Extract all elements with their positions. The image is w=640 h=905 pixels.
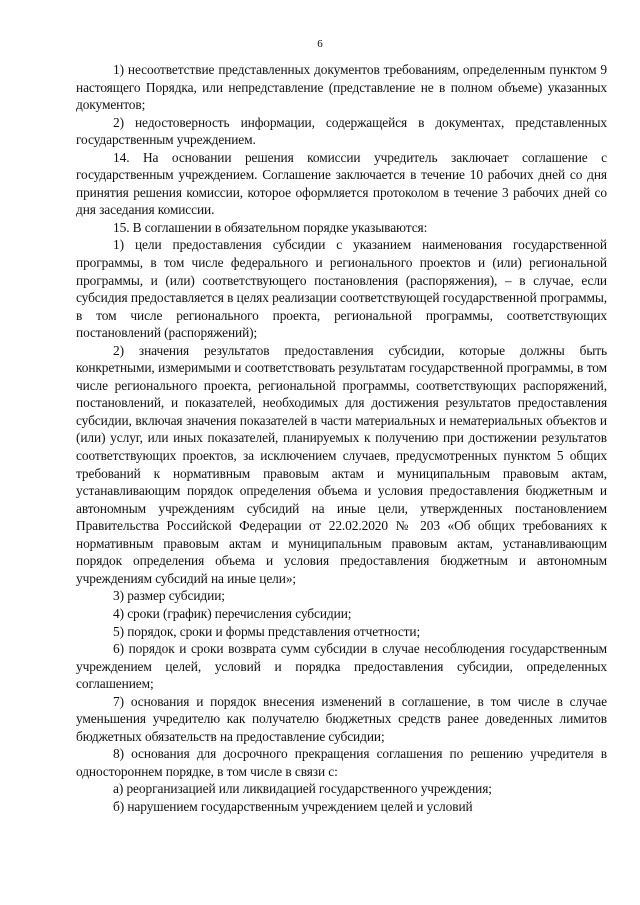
paragraph-item-3-amount: 3) размер субсидии; [113,588,225,604]
paragraph-clause-14: 14. На основании решения комиссии учредитель заключает соглашение с государственным учреждением. Соглашение заключается в течение 10 рабочих дней со дня принятия решения комиссии, которое оформляется протоколом в течение 3 рабочих дней со дня заседания комиссии. [76,149,607,218]
paragraph-item-5-reporting: 5) порядок, сроки и формы представления отчетности; [113,623,421,639]
document-body [76,61,607,816]
paragraph-item-8-termination: 8) основания для досрочного прекращения соглашения по решению учредителя в одностороннем порядке, в том числе в связи с: [76,746,607,779]
paragraph-item-1-nonconformity: 1) несоответствие представленных документов требованиям, определенным пунктом 9 настоящего Порядка, или непредставление (представление не в полном объеме) указанных документов; [76,62,607,113]
paragraph-item-7-amendments: 7) основания и порядок внесения изменений в соглашение, в том числе в случае уменьшения учредителю как получателю бюджетных средств ранее доведенных лимитов бюджетных обязательств на предоставление субсидии; [76,693,607,744]
paragraph-item-6-refund: 6) порядок и сроки возврата сумм субсидии в случае несоблюдения государственным учреждением целей, условий и порядка предоставления субсидии, определенных соглашением; [76,641,607,692]
paragraph-item-1-goals: 1) цели предоставления субсидии с указанием наименования государственной программы, в том числе федерального и регионального проектов и (или) региональной программы, и (или) соответствующего постановления (распоряжения), – в случае, если субсидия предоставляется в целях реализации соответствующей государственной программы, в том числе регионального проекта, региональной программы, соответствующих постановлений (распоряжений); [76,237,607,341]
paragraph-subitem-a: а) реорганизацией или ликвидацией государственного учреждения; [113,781,492,797]
page-number: 6 [317,38,323,50]
paragraph-clause-15: 15. В соглашении в обязательном порядке указываются: [113,219,428,235]
paragraph-item-2-results: 2) значения результатов предоставления субсидии, которые должны быть конкретными, измеримыми и соответствовать результатам государственной программы, в том числе регионального проекта, региональной программы, соответствующих распоряжений, постановлений, и показателей, необходимых для достижения результатов предоставления субсидии, включая значения показателей в части материальных и нематериальных объектов и (или) услуг, или иных показателей, планируемых к получению при достижении результатов соответствующих проектов, за исключением случаев, предусмотренных пунктом 5 общих требований к нормативным правовым актам и муниципальным правовым актам, устанавливающим порядок определения объема и условия предоставления бюджетным и автономным учреждениям субсидий на иные цели, утвержденных постановлением Правительства Российской Федерации от 22.02.2020 № 203 «Об общих требованиях к нормативным правовым актам и муниципальным правовым актам, устанавливающим порядок определения объема и условия предоставления бюджетным и автономным учреждениям субсидий на иные цели»; [76,342,607,586]
paragraph-item-4-schedule: 4) сроки (график) перечисления субсидии; [113,605,352,621]
paragraph-item-2-unreliability: 2) недостоверность информации, содержащейся в документах, представленных государственным учреждением. [76,114,607,148]
paragraph-subitem-b: б) нарушением государственным учреждением целей и условий [113,798,473,814]
